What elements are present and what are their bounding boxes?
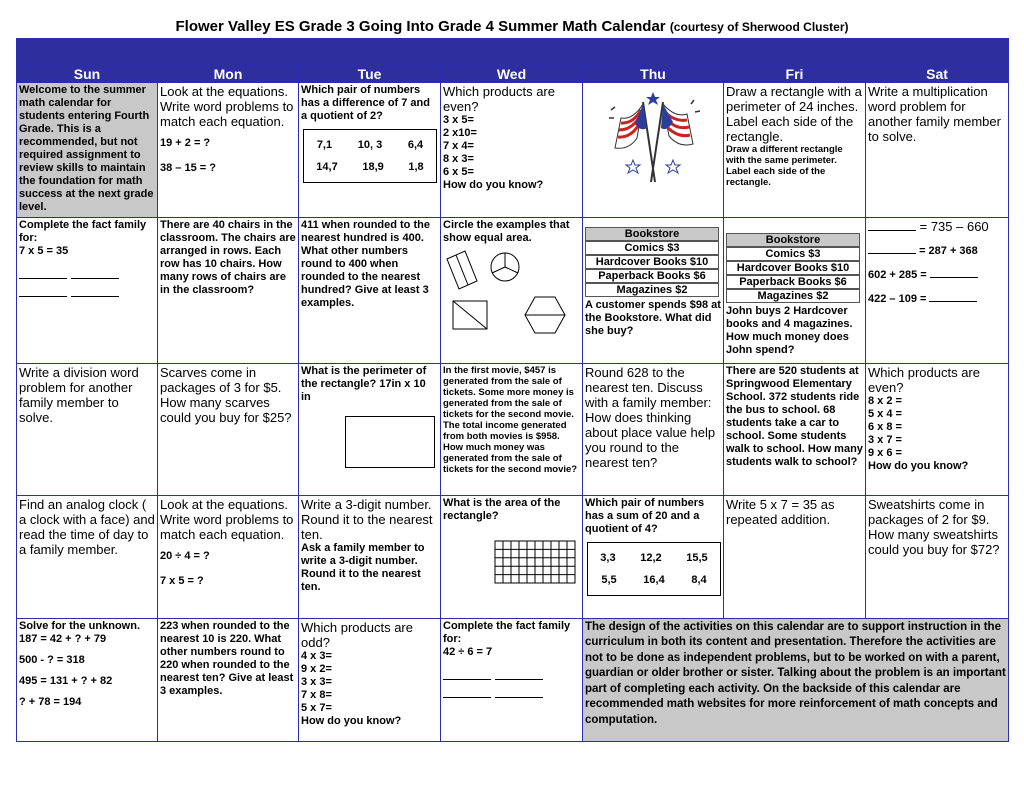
pair-option: 14,7: [316, 161, 338, 174]
cell-r2-wed: [441, 217, 583, 363]
prompt-text: There are 40 chairs in the classroom. The chairs are arranged in rows. Each row has 10 chairs. How many rows of chairs are in the classroom?: [160, 218, 296, 296]
cell-r3-sat: [866, 363, 1009, 495]
pair-option: 7,1: [316, 139, 333, 152]
product-item: 4 x 3=: [301, 649, 332, 662]
product-item: 3 x 7 =: [868, 433, 902, 446]
prompt-text: Sweatshirts come in packages of 2 for $9. How many sweatshirts could you buy for $72?: [868, 496, 1000, 557]
week-row-1: [17, 83, 1009, 217]
price-item: Hardcover Books $10: [726, 261, 860, 275]
title-main: Flower Valley ES Grade 3 Going Into Grade 4 Summer Math Calendar: [175, 18, 666, 35]
cell-r3-wed: [441, 363, 583, 495]
cell-r4-wed: [441, 495, 583, 618]
cell-r2-sun: [17, 217, 158, 363]
product-item: 8 x 3=: [443, 153, 474, 166]
prompt-text: Round 628 to the nearest ten. Discuss with a family member: How does thinking about place value help you round to the nearest ten?: [585, 364, 716, 470]
cell-r2-sat: [866, 217, 1009, 363]
prompt-text: Which pair of numbers has a sum of 20 and a quotient of 4?: [585, 496, 705, 535]
product-item: 9 x 6 =: [868, 446, 902, 459]
prompt-text: Draw a rectangle with a perimeter of 24 inches. Label each side of the rectangle.: [726, 84, 862, 145]
pair-option: 10, 3: [357, 139, 383, 152]
pair-option: 1,8: [408, 161, 424, 174]
equal-area-shapes-icon: [443, 245, 577, 337]
welcome-text: Welcome to the summer math calendar for students entering Fourth Grade. This is a recommended, but not required assignment to review skills to maintain the foundation for math success at the next grade level.: [19, 84, 154, 214]
day-header-row: [17, 66, 1009, 83]
fact: 7 x 5 = 35: [19, 244, 69, 257]
prompt-text: Which products are even?: [443, 84, 555, 115]
equation: 602 + 285 =: [868, 268, 927, 281]
day-header-wed: Wed: [441, 66, 583, 83]
prompt-text: Write a multiplication word problem for another family member to solve.: [868, 84, 1001, 145]
answer-blank: [71, 267, 119, 279]
day-header-thu: Thu: [583, 66, 724, 83]
number-pairs-box: [587, 542, 721, 596]
product-item: 6 x 8 =: [868, 420, 902, 433]
equation: 500 - ? = 318: [19, 653, 85, 666]
product-item: 7 x 4=: [443, 140, 474, 153]
cell-r4-sat: [866, 495, 1009, 618]
cell-r1-sat: [866, 83, 1009, 217]
cell-r5-mon: [158, 618, 299, 741]
cell-r4-fri: [724, 495, 866, 618]
bookstore-header: Bookstore: [585, 227, 719, 241]
answer-blank: [19, 267, 67, 279]
price-item: Comics $3: [585, 241, 719, 255]
bookstore-price-list: [726, 233, 860, 303]
cell-r1-tue: [299, 83, 441, 217]
pair-option: 8,4: [691, 573, 707, 586]
answer-blank: [929, 290, 977, 302]
cell-r2-thu: [583, 217, 724, 363]
week-row-5: [17, 618, 1009, 741]
week-row-4: [17, 495, 1009, 618]
pair-option: 12,2: [640, 551, 662, 564]
math-calendar: [16, 38, 1009, 742]
cell-r4-thu: [583, 495, 724, 618]
cell-r5-wed: [441, 618, 583, 741]
cell-r2-mon: [158, 217, 299, 363]
price-item: Magazines $2: [726, 289, 860, 303]
prompt-text: Complete the fact family for:: [19, 218, 147, 244]
rectangle-figure: [345, 416, 435, 468]
prompt-text: Complete the fact family for:: [443, 619, 571, 645]
price-item: Paperback Books $6: [726, 275, 860, 289]
equation: 20 ÷ 4 = ?: [160, 549, 210, 562]
pair-option: 6,4: [407, 139, 424, 152]
prompt-text: In the first movie, $457 is generated from the sale of tickets. Some more money is generated from the sale of tickets for the second movie. The total income generated from both movies is $958. How much money was generated from the sale of tickets for the second movie?: [443, 364, 578, 475]
area-grid-figure: [443, 533, 577, 593]
page-title: [0, 18, 1024, 35]
cell-r3-tue: [299, 363, 441, 495]
calendar-banner: [17, 39, 1009, 66]
prompt-text: 223 when rounded to the nearest 10 is 220. What other numbers round to 220 when rounded to the nearest ten? Give at least 3 examples.: [160, 619, 294, 697]
product-item: 7 x 8=: [301, 688, 332, 701]
cell-r5-sun: [17, 618, 158, 741]
prompt-text: Write a division word problem for another family member to solve.: [19, 364, 139, 425]
equation: ? + 78 = 194: [19, 695, 82, 708]
day-header-tue: Tue: [299, 66, 441, 83]
cell-r4-sun: [17, 495, 158, 618]
prompt-text: Which pair of numbers has a difference of 7 and a quotient of 2?: [301, 84, 430, 123]
pair-option: 18,9: [362, 161, 384, 174]
cell-r4-mon: [158, 495, 299, 618]
week-row-3: [17, 363, 1009, 495]
cell-r3-thu: [583, 363, 724, 495]
prompt-text: Look at the equations. Write word problems to match each equation.: [160, 496, 294, 542]
prompt-text: There are 520 students at Springwood Elementary School. 372 students ride the bus to school. 68 students take a car to school. Some students walk to school. How many students walk to school?: [726, 364, 863, 468]
answer-blank: [19, 285, 67, 297]
day-header-sun: Sun: [17, 66, 158, 83]
prompt-text: Which products are even?: [868, 364, 980, 395]
price-item: Paperback Books $6: [585, 269, 719, 283]
prompt-text: A customer spends $98 at the Bookstore. What did she buy?: [585, 298, 721, 337]
question-text: How do you know?: [868, 459, 969, 472]
prompt-text: Find an analog clock ( a clock with a face) and read the time of day to a family member.: [19, 496, 155, 557]
pair-option: 16,4: [643, 573, 665, 586]
day-header-mon: Mon: [158, 66, 299, 83]
cell-r4-tue: [299, 495, 441, 618]
cell-r1-mon: [158, 83, 299, 217]
answer-blank: [495, 686, 543, 698]
product-item: 2 x10=: [443, 127, 477, 140]
instructions-note: The design of the activities on this calendar are to support instruction in the curriculum in both its content and presentation. Therefore the activities are not to be done as independent problems, but to be worked on with a parent, guardian or older brother or sister. Talking about the problem is an important part of completing each activity. On the backside of this calendar are recommended math websites for more reinforcement of math concepts and computation.: [585, 620, 1006, 726]
cell-r5-tue: [299, 618, 441, 741]
prompt-text: Scarves come in packages of 3 for $5. How many scarves could you buy for $25?: [160, 364, 292, 425]
equation: = 735 – 660: [919, 218, 989, 234]
cell-r3-fri: [724, 363, 866, 495]
prompt-text: Look at the equations. Write word problems to match each equation.: [160, 84, 294, 130]
equation: 38 – 15 = ?: [160, 162, 216, 175]
cell-r1-thu: [583, 83, 724, 217]
equation: 19 + 2 = ?: [160, 137, 211, 150]
answer-blank: [868, 219, 916, 231]
number-pairs-box: [303, 129, 437, 183]
prompt-text: 411 when rounded to the nearest hundred is 400. What other numbers round to 400 when rounded to the nearest hundred? Give at least 3 examples.: [301, 218, 430, 309]
price-item: Hardcover Books $10: [585, 255, 719, 269]
equation: 495 = 131 + ? + 82: [19, 674, 113, 687]
cell-r5-note: [583, 618, 1009, 741]
prompt-text: Circle the examples that show equal area.: [443, 218, 570, 244]
prompt-text: Write a 3-digit number. Round it to the nearest ten.: [301, 496, 433, 542]
product-item: 5 x 4 =: [868, 407, 902, 420]
answer-blank: [868, 242, 916, 254]
answer-blank: [495, 668, 543, 680]
day-header-sat: Sat: [866, 66, 1009, 83]
equation: 7 x 5 = ?: [160, 574, 204, 587]
answer-blank: [71, 285, 119, 297]
pair-option: 5,5: [601, 573, 617, 586]
week-row-2: [17, 217, 1009, 363]
product-item: 5 x 7=: [301, 701, 332, 714]
cell-r1-sun: [17, 83, 158, 217]
product-item: 6 x 5=: [443, 166, 474, 179]
prompt-text: Which products are odd?: [301, 619, 413, 650]
prompt-text: What is the perimeter of the rectangle? 17in x 10 in: [301, 364, 427, 403]
day-header-fri: Fri: [724, 66, 866, 83]
cell-r1-wed: [441, 83, 583, 217]
cell-r2-fri: [724, 217, 866, 363]
equation: 187 = 42 + ? + 79: [19, 632, 107, 645]
pair-option: 15,5: [686, 551, 708, 564]
cell-r3-mon: [158, 363, 299, 495]
product-item: 3 x 3=: [301, 675, 332, 688]
cell-r3-sun: [17, 363, 158, 495]
prompt-text: Write 5 x 7 = 35 as repeated addition.: [726, 496, 835, 527]
prompt-text: John buys 2 Hardcover books and 4 magazines. How much money does John spend?: [726, 304, 853, 356]
prompt-text: What is the area of the rectangle?: [443, 496, 561, 522]
prompt-text: Draw a different rectangle with the same perimeter. Label each side of the rectangle.: [726, 144, 843, 189]
product-item: 8 x 2 =: [868, 394, 902, 407]
product-item: 9 x 2=: [301, 662, 332, 675]
price-item: Magazines $2: [585, 283, 719, 297]
american-flags-icon: [603, 90, 703, 190]
product-item: 3 x 5=: [443, 114, 474, 127]
bookstore-header: Bookstore: [726, 233, 860, 247]
equation: = 287 + 368: [919, 244, 978, 257]
title-sub: (courtesy of Sherwood Cluster): [669, 20, 849, 34]
cell-r2-tue: [299, 217, 441, 363]
answer-blank: [443, 686, 491, 698]
cell-r1-fri: [724, 83, 866, 217]
equation: 422 – 109 =: [868, 292, 927, 305]
bookstore-price-list: [585, 227, 719, 297]
question-text: How do you know?: [301, 714, 402, 727]
price-item: Comics $3: [726, 247, 860, 261]
pair-option: 3,3: [600, 551, 616, 564]
prompt-text: Solve for the unknown.: [19, 619, 141, 632]
question-text: How do you know?: [443, 179, 544, 192]
answer-blank: [443, 668, 491, 680]
answer-blank: [930, 266, 978, 278]
fact: 42 ÷ 6 = 7: [443, 645, 493, 658]
prompt-text: Ask a family member to write a 3-digit number. Round it to the nearest ten.: [301, 541, 425, 593]
